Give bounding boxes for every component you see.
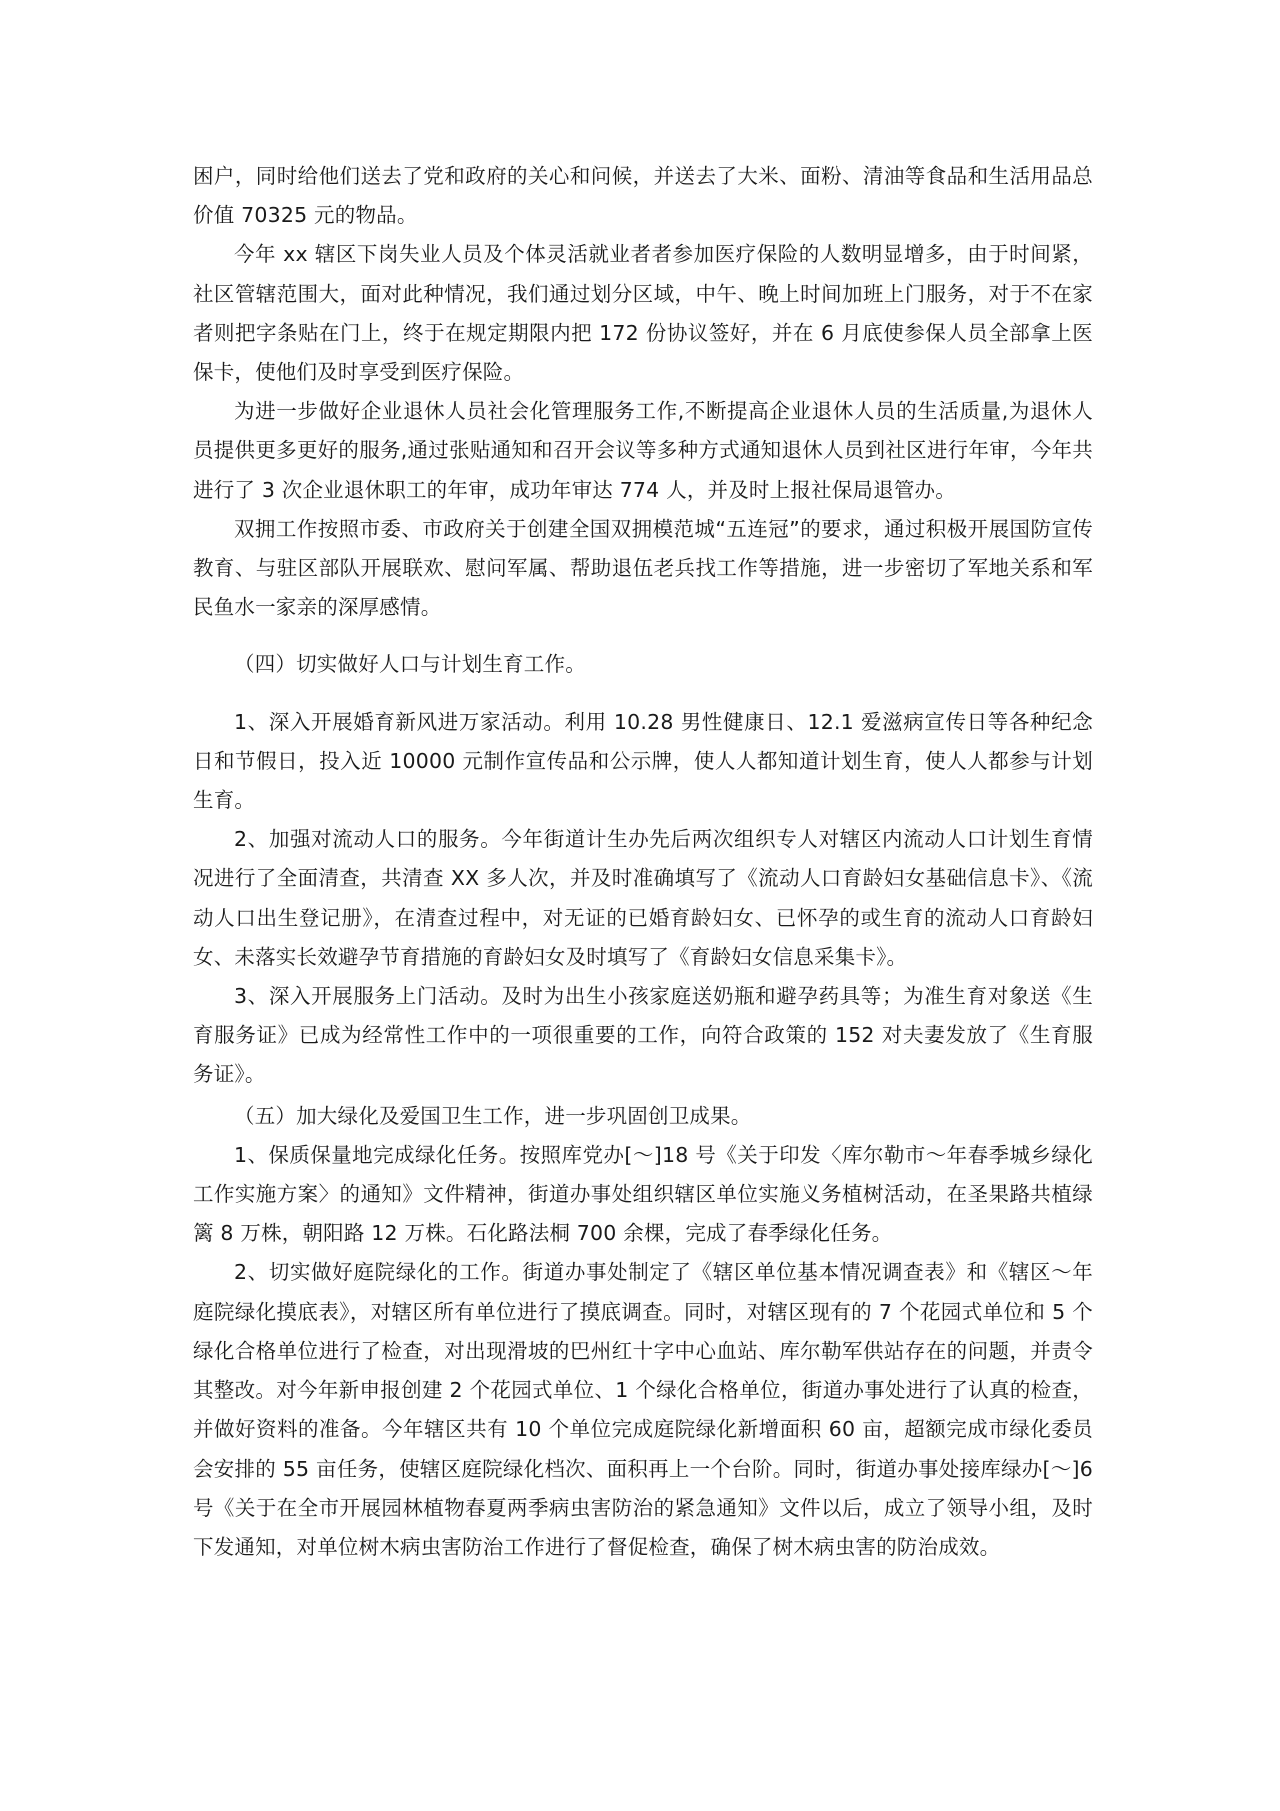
paragraph-marriage-campaign: 1、深入开展婚育新风进万家活动。利用 10.28 男性健康日、12.1 爱滋病宣传日等各种纪念日和节假日，投入近 10000 元制作宣传品和公示牌，使人人都知道计划生育，使人人都参与计划生育。 — [193, 709, 1093, 813]
paragraph-courtyard-greening: 2、切实做好庭院绿化的工作。街道办事处制定了《辖区单位基本情况调查表》和《辖区～年庭院绿化摸底表》，对辖区所有单位进行了摸底调查。同时，对辖区现有的 7 个花园式单位和 5 个绿化合格单位进行了检查，对出现滑坡的巴州红十字中心血站、库尔勒军供站存在的问题，并责令其整改。对今年新申报创建 2 个花园式单位、1 个绿化合格单位，街道办事处进行了认真的检查，并做好资料的准备。今年辖区共有 10 个单位完成庭院绿化新增面积 60 亩，超额完成市绿化委员会安排的 55 亩任务，使辖区庭院绿化档次、面积再上一个台阶。同时，街道办事处接库绿办[～]6 号《关于在全市开展园林植物春夏两季病虫害防治的紧急通知》文件以后，成立了领导小组，及时下发通知，对单位树木病虫害防治工作进行了督促检查，确保了树木病虫害的防治成效。 — [193, 1260, 1093, 1559]
paragraph-dual-support: 双拥工作按照市委、市政府关于创建全国双拥模范城“五连冠”的要求，通过积极开展国防宣传教育、与驻区部队开展联欢、慰问军属、帮助退伍老兵找工作等措施，进一步密切了军地关系和军民鱼水一家亲的深厚感情。 — [193, 516, 1093, 620]
paragraph-door-to-door-service: 3、深入开展服务上门活动。及时为出生小孩家庭送奶瓶和避孕药具等；为准生育对象送《生育服务证》已成为经常性工作中的一项很重要的工作，向符合政策的 152 对夫妻发放了《生育服务证》。 — [193, 984, 1093, 1087]
section-heading-family-planning: （四）切实做好人口与计划生育工作。 — [234, 652, 586, 677]
paragraph-medical-insurance: 今年 xx 辖区下岗失业人员及个体灵活就业者者参加医疗保险的人数明显增多，由于时间紧，社区管辖范围大，面对此种情况，我们通过划分区域，中午、晚上时间加班上门服务，对于不在家者则把字条贴在门上，终于在规定期限内把 172 份协议签好，并在 6 月底使参保人员全部拿上医保卡，使他们及时享受到医疗保险。 — [193, 242, 1093, 385]
paragraph-floating-population: 2、加强对流动人口的服务。今年街道计生办先后两次组织专人对辖区内流动人口计划生育情况进行了全面清查，共清查 XX 多人次，并及时准确填写了《流动人口育龄妇女基础信息卡》、《流动人口出生登记册》，在清查过程中，对无证的已婚育龄妇女、已怀孕的或生育的流动人口育龄妇女、未落实长效避孕节育措施的育龄妇女及时填写了《育龄妇女信息采集卡》。 — [193, 827, 1093, 969]
document-page — [193, 157, 1093, 1567]
paragraph-greening-task: 1、保质保量地完成绿化任务。按照库党办[～]18 号《关于印发〈库尔勒市～年春季城乡绿化工作实施方案〉的通知》文件精神，街道办事处组织辖区单位实施义务植树活动，在圣果路共植绿篱 8 万株，朝阳路 12 万株。石化路法桐 700 余棵，完成了春季绿化任务。 — [193, 1142, 1093, 1246]
paragraph-retiree-service: 为进一步做好企业退休人员社会化管理服务工作,不断提高企业退休人员的生活质量,为退休人员提供更多更好的服务,通过张贴通知和召开会议等多种方式通知退休人员到社区进行年审，今年共进行了 3 次企业退休职工的年审，成功年审达 774 人，并及时上报社保局退管办。 — [193, 399, 1093, 502]
paragraph-relief-goods: 困户，同时给他们送去了党和政府的关心和问候，并送去了大米、面粉、清油等食品和生活用品总价值 70325 元的物品。 — [193, 164, 1093, 228]
section-heading-greening: （五）加大绿化及爱国卫生工作，进一步巩固创卫成果。 — [234, 1103, 752, 1128]
